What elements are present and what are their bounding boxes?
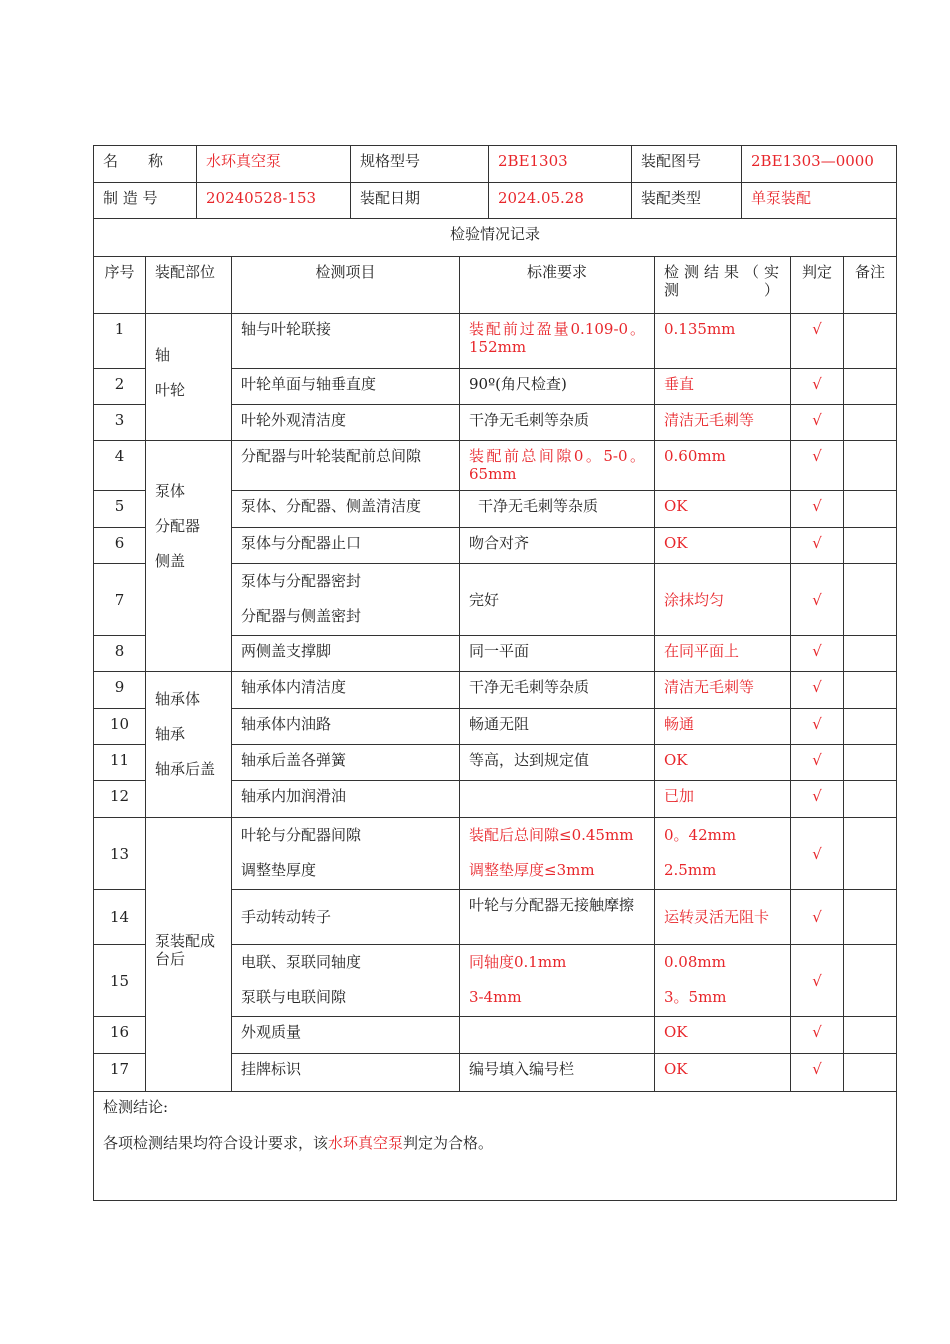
part-label: 分配器 [155, 516, 201, 535]
remark-cell [844, 314, 897, 369]
remark-cell [844, 945, 897, 1017]
remark-cell [844, 890, 897, 945]
item-cell [232, 818, 460, 890]
col-header-item: 检测项目 [232, 257, 460, 314]
standard-cell: 同一平面 [460, 636, 655, 672]
judge-check: √ [791, 314, 844, 369]
part-label: 轴承后盖 [155, 760, 216, 778]
result-cell: OK [655, 528, 791, 564]
part-label: 轴承 [155, 725, 186, 743]
standard-line: 装配后总间隙≤0.45mm [469, 826, 634, 844]
detail-table [93, 256, 897, 1201]
result-cell: 0.135mm [655, 314, 791, 369]
standard-cell: 完好 [460, 564, 655, 636]
col-header-judge: 判定 [791, 257, 844, 314]
standard-cell: 装配前总间隙0。5-0。65mm [460, 441, 655, 491]
result-cell: OK [655, 745, 791, 781]
judge-check: √ [791, 528, 844, 564]
item-cell: 轴承体内油路 [232, 709, 460, 745]
judge-check: √ [791, 636, 844, 672]
part-label: 侧盖 [155, 551, 186, 570]
item-cell: 外观质量 [232, 1017, 460, 1054]
part-label: 轴承体 [155, 690, 201, 708]
col-header-remark: 备注 [844, 257, 897, 314]
result-cell: 0.60mm [655, 441, 791, 491]
part-label: 泵体 [155, 481, 186, 500]
remark-cell [844, 745, 897, 781]
type-label: 装配类型 [632, 183, 742, 219]
result-line: 3。5mm [664, 988, 727, 1006]
item-line: 分配器与侧盖密封 [241, 607, 362, 625]
judge-check: √ [791, 441, 844, 491]
result-cell: OK [655, 491, 791, 528]
name-label: 名 称 [94, 146, 197, 183]
standard-cell [460, 1017, 655, 1054]
item-line: 泵体与分配器密封 [241, 572, 362, 590]
item-cell: 手动转动转子 [232, 890, 460, 945]
judge-check: √ [791, 890, 844, 945]
row-no: 17 [94, 1054, 146, 1092]
part-group-bearing [146, 672, 232, 818]
section-title-row [94, 219, 897, 257]
serial-value: 20240528-153 [197, 183, 351, 219]
item-cell: 两侧盖支撑脚 [232, 636, 460, 672]
serial-label: 制 造 号 [94, 183, 197, 219]
result-cell: 清洁无毛刺等 [655, 672, 791, 709]
name-value: 水环真空泵 [197, 146, 351, 183]
remark-cell [844, 636, 897, 672]
result-cell: OK [655, 1017, 791, 1054]
remark-cell [844, 1054, 897, 1092]
remark-cell [844, 781, 897, 818]
col-header-standard: 标准要求 [460, 257, 655, 314]
standard-cell [460, 781, 655, 818]
row-no: 13 [94, 818, 146, 890]
result-cell: 清洁无毛刺等 [655, 405, 791, 441]
item-line: 电联、泵联同轴度 [241, 953, 362, 971]
result-line: 2.5mm [664, 861, 717, 879]
item-cell: 挂牌标识 [232, 1054, 460, 1092]
header-table [93, 145, 897, 257]
item-cell [232, 564, 460, 636]
item-cell: 轴承体内清洁度 [232, 672, 460, 709]
row-no: 15 [94, 945, 146, 1017]
item-cell: 轴承后盖各弹簧 [232, 745, 460, 781]
judge-check: √ [791, 369, 844, 405]
part-group-pump-body [146, 441, 232, 672]
judge-check: √ [791, 745, 844, 781]
item-cell: 泵体、分配器、侧盖清洁度 [232, 491, 460, 528]
standard-line: 调整垫厚度≤3mm [469, 861, 595, 879]
row-no: 12 [94, 781, 146, 818]
judge-check: √ [791, 1017, 844, 1054]
part-group-assembled [146, 818, 232, 1092]
item-cell: 分配器与叶轮装配前总间隙 [232, 441, 460, 491]
row-no: 11 [94, 745, 146, 781]
column-header-row [94, 257, 897, 314]
remark-cell [844, 528, 897, 564]
remark-cell [844, 818, 897, 890]
judge-check: √ [791, 1054, 844, 1092]
item-cell [232, 945, 460, 1017]
remark-cell [844, 709, 897, 745]
table-row [94, 818, 897, 890]
item-line: 调整垫厚度 [241, 861, 317, 879]
row-no: 16 [94, 1017, 146, 1054]
result-cell [655, 945, 791, 1017]
table-row [94, 314, 897, 369]
conclusion-highlight: 水环真空泵 [328, 1134, 404, 1152]
standard-cell: 叶轮与分配器无接触摩擦 [460, 890, 655, 945]
standard-cell: 90º(角尺检查) [460, 369, 655, 405]
judge-check: √ [791, 709, 844, 745]
remark-cell [844, 441, 897, 491]
standard-cell: 干净无毛刺等杂质 [460, 405, 655, 441]
result-cell: 在同平面上 [655, 636, 791, 672]
row-no: 5 [94, 491, 146, 528]
standard-cell: 装配前过盈量0.109-0。152mm [460, 314, 655, 369]
standard-cell: 干净无毛刺等杂质 [460, 672, 655, 709]
judge-check: √ [791, 818, 844, 890]
type-value: 单泵装配 [742, 183, 897, 219]
part-label: 轴 [155, 346, 171, 364]
standard-cell: 干净无毛刺等杂质 [460, 491, 655, 528]
table-row [94, 441, 897, 491]
row-no: 3 [94, 405, 146, 441]
row-no: 14 [94, 890, 146, 945]
part-group-shaft-impeller [146, 314, 232, 441]
item-line: 叶轮与分配器间隙 [241, 826, 362, 844]
item-line: 泵联与电联间隙 [241, 988, 347, 1006]
standard-line: 3-4mm [469, 988, 522, 1006]
judge-check: √ [791, 781, 844, 818]
judge-check: √ [791, 945, 844, 1017]
remark-cell [844, 491, 897, 528]
result-cell: 畅通 [655, 709, 791, 745]
result-cell: OK [655, 1054, 791, 1092]
date-label: 装配日期 [351, 183, 489, 219]
remark-cell [844, 369, 897, 405]
drawing-label: 装配图号 [632, 146, 742, 183]
standard-cell: 畅通无阻 [460, 709, 655, 745]
col-header-result: 检测结果（实测） [655, 257, 791, 314]
remark-cell [844, 564, 897, 636]
result-cell: 垂直 [655, 369, 791, 405]
col-header-part: 装配部位 [146, 257, 232, 314]
judge-check: √ [791, 405, 844, 441]
col-header-no: 序号 [94, 257, 146, 314]
result-cell [655, 818, 791, 890]
model-value: 2BE1303 [489, 146, 632, 183]
standard-cell: 编号填入编号栏 [460, 1054, 655, 1092]
standard-cell [460, 945, 655, 1017]
standard-cell [460, 818, 655, 890]
conclusion-row [94, 1092, 897, 1201]
result-line: 0.08mm [664, 953, 726, 971]
conclusion-cell [94, 1092, 897, 1201]
row-no: 9 [94, 672, 146, 709]
part-label: 叶轮 [155, 381, 186, 399]
result-line: 0。42mm [664, 826, 737, 844]
item-cell: 叶轮外观清洁度 [232, 405, 460, 441]
drawing-value: 2BE1303—0000 [742, 146, 897, 183]
result-cell: 已加 [655, 781, 791, 818]
row-no: 7 [94, 564, 146, 636]
header-row-2 [94, 183, 897, 219]
standard-cell: 等高，达到规定值 [460, 745, 655, 781]
remark-cell [844, 672, 897, 709]
judge-check: √ [791, 672, 844, 709]
model-label: 规格型号 [351, 146, 489, 183]
row-no: 10 [94, 709, 146, 745]
standard-line: 同轴度0.1mm [469, 953, 567, 971]
remark-cell [844, 405, 897, 441]
item-cell: 泵体与分配器止口 [232, 528, 460, 564]
item-cell: 轴承内加润滑油 [232, 781, 460, 818]
section-title: 检验情况记录 [94, 219, 897, 257]
row-no: 2 [94, 369, 146, 405]
header-row-1 [94, 146, 897, 183]
row-no: 6 [94, 528, 146, 564]
standard-cell: 吻合对齐 [460, 528, 655, 564]
item-cell: 轴与叶轮联接 [232, 314, 460, 369]
part-label: 泵装配成台后 [155, 931, 216, 968]
table-row [94, 672, 897, 709]
row-no: 4 [94, 441, 146, 491]
result-cell: 运转灵活无阻卡 [655, 890, 791, 945]
judge-check: √ [791, 564, 844, 636]
conclusion-label: 检测结论: [103, 1098, 169, 1116]
judge-check: √ [791, 491, 844, 528]
date-value: 2024.05.28 [489, 183, 632, 219]
item-cell: 叶轮单面与轴垂直度 [232, 369, 460, 405]
remark-cell [844, 1017, 897, 1054]
row-no: 8 [94, 636, 146, 672]
row-no: 1 [94, 314, 146, 369]
conclusion-text: 各项检测结果均符合设计要求，该水环真空泵判定为合格。 [103, 1134, 494, 1152]
result-cell: 涂抹均匀 [655, 564, 791, 636]
